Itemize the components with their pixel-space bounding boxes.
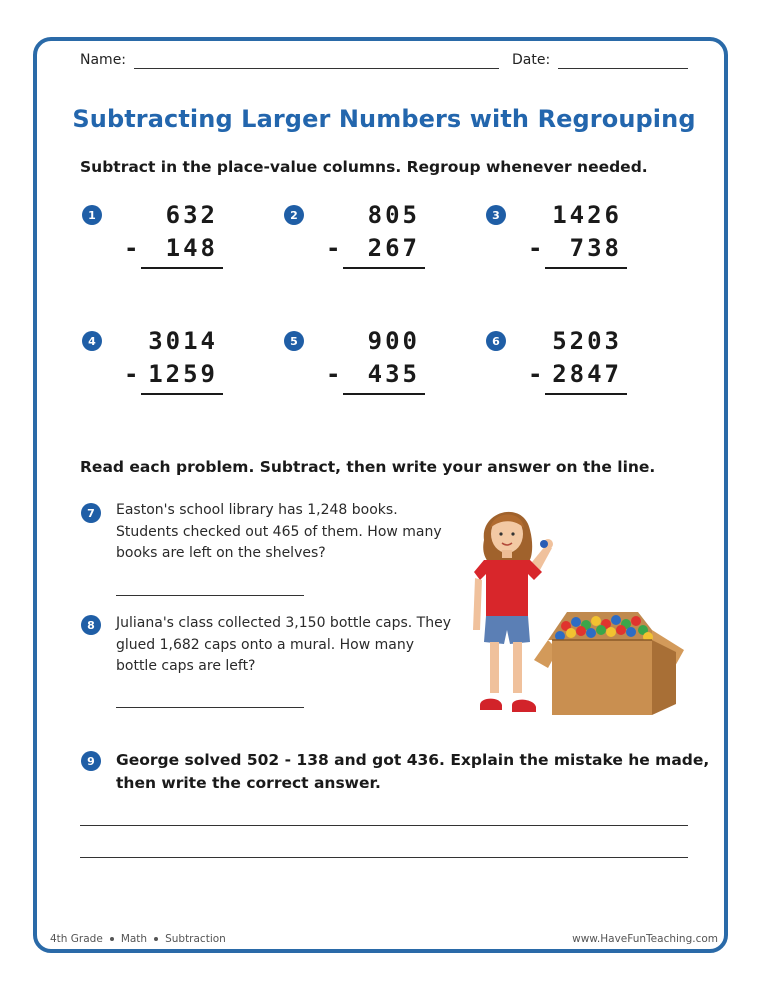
problem-number-badge: 4	[82, 331, 102, 351]
date-field[interactable]	[558, 68, 688, 69]
answer-line[interactable]	[116, 707, 304, 708]
problem-number-badge: 7	[81, 503, 101, 523]
minus-sign: -	[326, 234, 341, 262]
word-problem-8-text: Juliana's class collected 3,150 bottle caps. They glued 1,682 caps onto a mural. How many bottle caps are left?	[116, 615, 451, 674]
footer-website[interactable]: www.HaveFunTeaching.com	[572, 933, 718, 945]
minus-sign: -	[528, 360, 543, 388]
problem-5-subtrahend: 435	[367, 360, 420, 388]
instructions-part2: Read each problem. Subtract, then write your answer on the line.	[80, 458, 656, 476]
problem-number-badge: 5	[284, 331, 304, 351]
word-problem-7-text: Easton's school library has 1,248 books. Students checked out 465 of them. How many books are left on the shelves?	[116, 502, 442, 561]
footer-subject: Math	[120, 933, 148, 945]
problem-1-minuend: 632	[165, 201, 218, 229]
answer-line[interactable]	[116, 595, 304, 596]
problem-3-subtrahend: 738	[569, 234, 622, 262]
minus-sign: -	[528, 234, 543, 262]
problem-number-badge: 8	[81, 615, 101, 635]
girl-with-bottle-caps-illustration	[462, 500, 694, 730]
answer-line[interactable]	[80, 857, 688, 858]
problem-number-badge: 9	[81, 751, 101, 771]
answer-line[interactable]	[343, 393, 425, 395]
name-label: Name:	[80, 52, 127, 68]
minus-sign: -	[124, 360, 139, 388]
bullet-icon	[110, 937, 114, 941]
instructions-part1: Subtract in the place-value columns. Regroup whenever needed.	[80, 158, 648, 176]
name-field[interactable]	[134, 68, 499, 69]
answer-line[interactable]	[141, 267, 223, 269]
answer-line[interactable]	[80, 825, 688, 826]
footer-tags	[50, 933, 226, 945]
footer-topic: Subtraction	[165, 933, 226, 945]
answer-line[interactable]	[141, 393, 223, 395]
problem-2-minuend: 805	[367, 201, 420, 229]
date-label: Date:	[512, 52, 551, 68]
problem-6-subtrahend: 2847	[552, 360, 622, 388]
problem-2-subtrahend: 267	[367, 234, 420, 262]
answer-line[interactable]	[545, 393, 627, 395]
problem-5-minuend: 900	[367, 327, 420, 355]
minus-sign: -	[326, 360, 341, 388]
answer-line[interactable]	[545, 267, 627, 269]
problem-number-badge: 3	[486, 205, 506, 225]
page-title: Subtracting Larger Numbers with Regrouping	[72, 105, 696, 133]
problem-number-badge: 2	[284, 205, 304, 225]
problem-1-subtrahend: 148	[165, 234, 218, 262]
problem-number-badge: 6	[486, 331, 506, 351]
problem-4-minuend: 3014	[148, 327, 218, 355]
problem-6-minuend: 5203	[552, 327, 622, 355]
footer-grade: 4th Grade	[50, 933, 103, 945]
answer-line[interactable]	[343, 267, 425, 269]
problem-number-badge: 1	[82, 205, 102, 225]
problem-4-subtrahend: 1259	[148, 360, 218, 388]
bullet-icon	[154, 937, 158, 941]
minus-sign: -	[124, 234, 139, 262]
question-9-text: George solved 502 - 138 and got 436. Explain the mistake he made, then write the correct answer.	[116, 751, 710, 792]
problem-3-minuend: 1426	[552, 201, 622, 229]
